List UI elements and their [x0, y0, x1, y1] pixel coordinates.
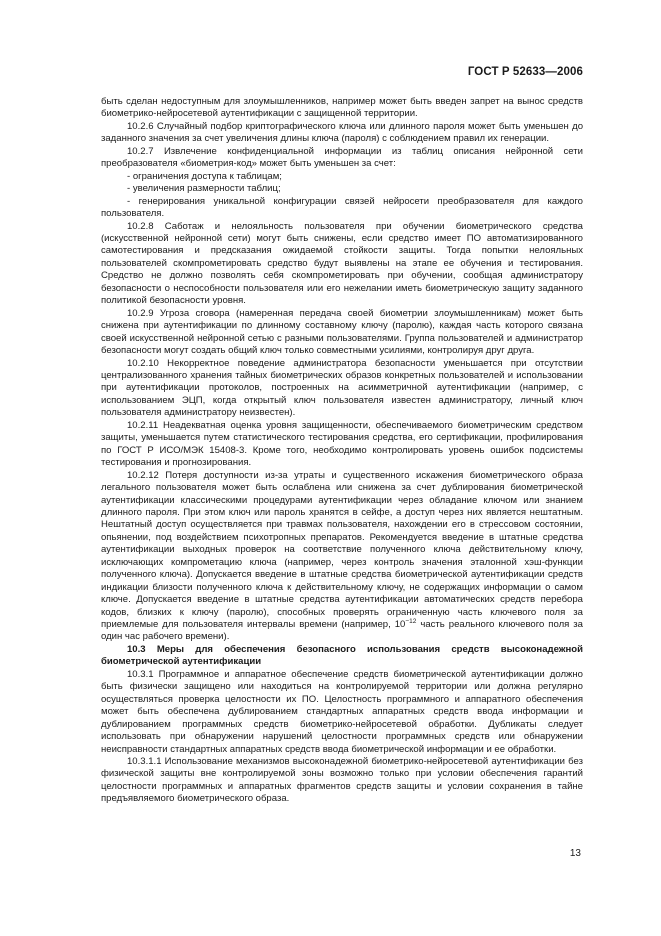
section-heading-10-3: 10.3 Меры для обеспечения безопасного использования средств высоконадежной биометрической аутентификации: [101, 643, 583, 668]
paragraph-10-2-11: 10.2.11 Неадекватная оценка уровня защищенности, обеспечиваемого биометрическим средством защиты, уменьшается путем статистического тестирования средства, его сертификации, профилирования по ГОСТ Р ИСО/МЭК 15408-3. Кроме того, необходимо контролировать уровень ошибок подсистемы тестирования и прогнозирования.: [101, 419, 583, 469]
math-base: 10: [394, 619, 406, 631]
paragraph-continuation: быть сделан недоступным для злоумышленников, например может быть введен запрет на вынос средств биометрико-нейросетевой аутентификации с защищенной территории.: [101, 96, 583, 120]
standard-header: ГОСТ Р 52633—2006: [467, 66, 583, 78]
paragraph-10-2-8: 10.2.8 Саботаж и нелояльность пользователя при обучении биометрического средства (искусственной нейронной сети) могут быть снижены, если средство имеет ПО автоматизированного самотестирования и предсказания ожидаемой стойкости защиты. Тогда попытки нелояльных пользователей скомпрометировать средство будут выявлены на этапе ее обучения и тестирования. Средство не должно позволять себя скомпрометировать при обучении, сообщая администратору безопасности о неспособности пользователя или его нежелании иметь биометрическую защиту заданного политикой безопасности уровня.: [101, 220, 583, 307]
paragraph-text: 10.2.12 Потеря доступности из-за утраты и существенного искажения биометрического образа легального пользователя может быть ослаблена или снижена за счет дублирования биометрической аутентификации классическими процедурами аутентификации через обладание ключом или знанием длинного пароля. При этом ключ или пароль хранятся в сейфе, а доступ через них является нештатным. Нештатный доступ осуществляется при травмах пользователя, нахождении его в стрессовом состоянии, опьянении, под воздействием психотропных препаратов. Рекомендуется введение в штатные средства аутентификации выходных проверок на соответствие полученного ключа действительному ключу, исключающих компрометацию ключа (например, через контроль значения эталонной хэш-функции полученного ключа). Допускается введение в штатные средства биометрической аутентификации средств индикации близости полученного ключа к действительному ключу, не содержащих информации о самом ключе. Допускается введение в штатные средства аутентификации автоматических средств перебора кодов, близких к ключу (паролю), способных проверять ограниченную часть ключевого поля за приемлемые для пользователя интервалы времени (например,: [101, 469, 583, 631]
paragraph-10-2-10: 10.2.10 Некорректное поведение администратора безопасности уменьшается при отсутствии централизованного хранения тайных биометрических образов конкретных пользователей и использовании при аутентификации протоколов, построенных на асимметричной аутентификации (например, с использованием ЭЦП, когда открытый ключ пользователя известен администратору, личный ключ пользователя администратору неизвестен).: [101, 357, 583, 419]
math-exponent: −12: [405, 617, 417, 625]
list-item: - генерирования уникальной конфигурации связей нейросети преобразователя для каждого пользователя.: [101, 195, 583, 220]
paragraph-10-2-9: 10.2.9 Угроза сговора (намеренная передача своей биометрии злоумышленникам) может быть снижена при аутентификации по длинному составному ключу (паролю), каждая часть которого связана своей искусственной нейронной сетью с разными пользователями. Группа пользователей и администратор безопасности могут создать общий ключ только совместными усилиями, контролируя друг друга.: [101, 307, 583, 357]
paragraph-10-2-7: 10.2.7 Извлечение конфиденциальной информации из таблиц описания нейронной сети преобразователя «биометрия-код» может быть уменьшен за счет:: [101, 145, 583, 170]
list-item: - увеличения размерности таблиц;: [127, 183, 281, 195]
list-item: - ограничения доступа к таблицам;: [127, 170, 282, 182]
paragraph-10-2-12: [101, 470, 583, 644]
document-body: [101, 96, 583, 806]
paragraph-10-3-1-1: 10.3.1.1 Использование механизмов высоконадежной биометрико-нейросетевой аутентификации без физической защиты вне контролируемой зоны возможно только при условии обеспечения гарантий целостности программных и аппаратных фрагментов средств защиты и условии сохранения в тайне предъявляемого биометрического образа.: [101, 756, 583, 805]
paragraph-10-2-6: 10.2.6 Случайный подбор криптографического ключа или длинного пароля может быть уменьшен до заданного значения за счет увеличения длины ключа (пароля) с соблюдением правил их генерации.: [101, 120, 583, 145]
page-number: 13: [569, 848, 581, 859]
paragraph-10-3-1: 10.3.1 Программное и аппаратное обеспечение средств биометрической аутентификации должно быть физически защищено или находиться на контролируемой территории или должна регулярно осуществляться проверка целостности их ПО. Целостность программного и аппаратного обеспечения может быть обеспечена дублированием стандартных аппаратных средств ввода информации и дублированием программных средств биометрико-нейросетевой обработки. Дубликаты следует использовать при обнаружении нарушений целостности программных средств или обнаружении неисправности стандартных аппаратных средств ввода биометрической информации и ее обработки.: [101, 668, 583, 755]
paragraph-tail: часть реального ключевого поля за один час рабочего времени).: [101, 619, 583, 643]
